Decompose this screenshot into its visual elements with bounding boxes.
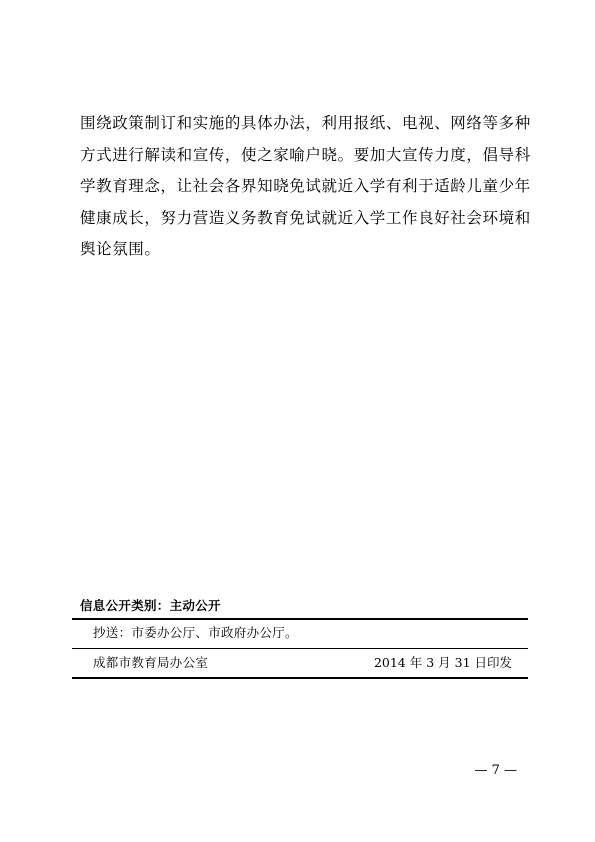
issuing-office: 成都市教育局办公室 — [93, 655, 209, 670]
body-line: 方式进行解读和宣传，使之家喻户晓。要加大宣传力度，倡导科 — [80, 145, 531, 164]
footer-rule-middle — [72, 648, 528, 649]
issue-date: 2014 年 3 月 31 日印发 — [373, 655, 512, 670]
body-line: 围绕政策制订和实施的具体办法，利用报纸、电视、网络等多种 — [80, 114, 531, 132]
body-line: 舆论氛围。 — [80, 240, 161, 258]
page-number: — 7 — — [474, 763, 517, 778]
footer-rule-bottom — [72, 677, 528, 679]
footer-rule-top — [72, 618, 528, 620]
cc-recipients: 抄送：市委办公厅、市政府办公厅。 — [93, 625, 298, 640]
disclosure-category: 信息公开类别：主动公开 — [80, 598, 221, 613]
body-line: 学教育理念，让社会各界知晓免试就近入学有利于适龄儿童少年 — [80, 177, 531, 195]
body-line: 健康成长，努力营造义务教育免试就近入学工作良好社会环境和 — [80, 208, 531, 227]
body-paragraph — [80, 108, 530, 266]
